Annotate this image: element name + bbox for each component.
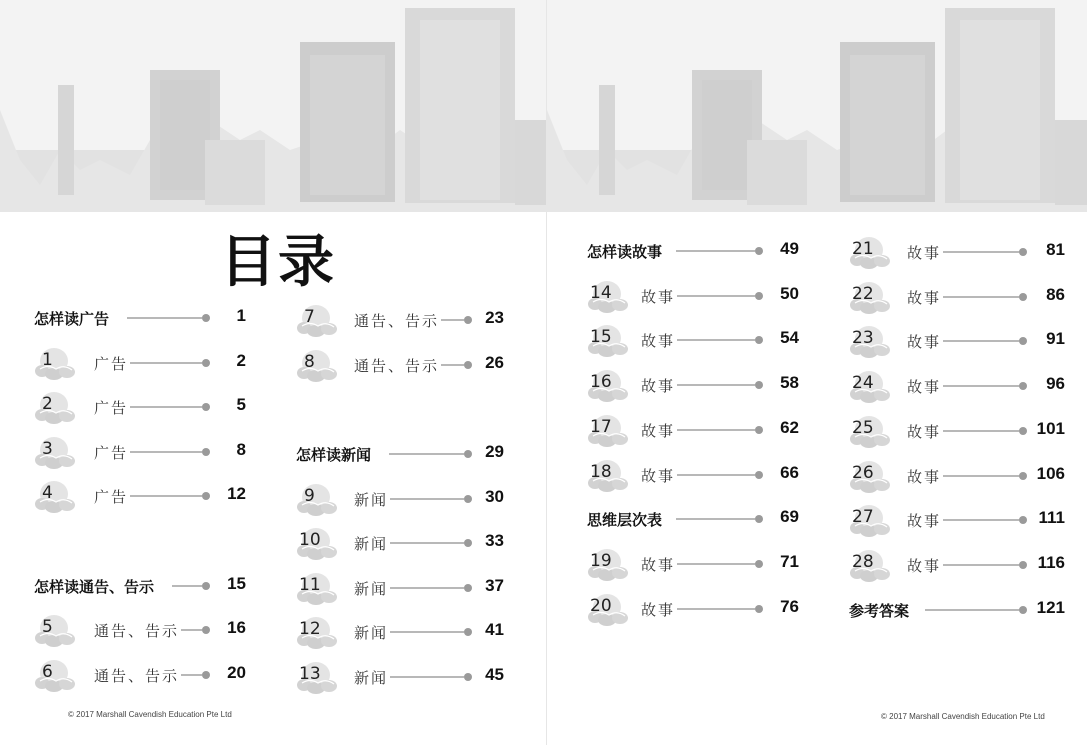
leader-line bbox=[181, 674, 202, 676]
entry-number: 17 bbox=[590, 416, 612, 437]
toc-entry bbox=[587, 548, 799, 578]
toc-entry bbox=[849, 370, 1065, 400]
section-heading-text: 思维层次表 bbox=[587, 511, 663, 530]
entry-number: 18 bbox=[590, 461, 612, 482]
page-number: 58 bbox=[780, 373, 799, 393]
page-number: 91 bbox=[1046, 329, 1065, 349]
leader-line bbox=[181, 629, 202, 631]
leader-line bbox=[390, 631, 464, 633]
page-number: 15 bbox=[227, 573, 246, 593]
skyline-illustration bbox=[0, 0, 546, 212]
entry-label: 广告 bbox=[94, 443, 129, 462]
cloud-badge-icon bbox=[587, 324, 629, 356]
page-number: 2 bbox=[236, 350, 246, 370]
leader-line bbox=[390, 542, 464, 544]
leader-line bbox=[677, 608, 755, 610]
toc-entry bbox=[587, 414, 799, 444]
leader-line bbox=[130, 495, 202, 497]
cloud-badge-icon bbox=[34, 391, 76, 423]
cloud-badge-icon bbox=[587, 414, 629, 446]
entry-number: 20 bbox=[590, 595, 612, 616]
leader-line bbox=[943, 564, 1019, 566]
leader-line bbox=[677, 474, 755, 476]
city-skyline-banner bbox=[547, 0, 1087, 212]
cloud-badge-icon bbox=[34, 614, 76, 646]
page-number: 50 bbox=[780, 283, 799, 303]
toc-section-heading bbox=[587, 503, 799, 533]
leader-line bbox=[677, 295, 755, 297]
cloud-badge-icon bbox=[849, 504, 891, 536]
page-number: 33 bbox=[485, 531, 504, 550]
toc-entry bbox=[849, 415, 1065, 445]
entry-label: 新闻 bbox=[354, 579, 389, 598]
leader-line bbox=[390, 587, 464, 589]
page-number: 69 bbox=[780, 507, 799, 527]
page-number: 41 bbox=[485, 620, 504, 639]
copyright-footer: © 2017 Marshall Cavendish Education Pte Ltd bbox=[68, 710, 232, 719]
leader-line bbox=[676, 518, 755, 520]
toc-entry bbox=[296, 616, 504, 646]
entry-label: 通告、告示 bbox=[94, 666, 180, 685]
entry-label: 新闻 bbox=[354, 668, 389, 687]
leader-line bbox=[943, 475, 1019, 477]
entry-number: 6 bbox=[42, 661, 53, 682]
page-number: 16 bbox=[227, 618, 246, 637]
entry-number: 7 bbox=[304, 307, 315, 327]
entry-number: 11 bbox=[299, 574, 321, 595]
entry-number: 19 bbox=[590, 550, 612, 571]
leader-line bbox=[677, 429, 755, 431]
entry-number: 10 bbox=[299, 530, 321, 550]
leader-line bbox=[130, 406, 202, 408]
entry-label: 故事 bbox=[907, 467, 942, 486]
toc-entry bbox=[849, 460, 1065, 490]
entry-number: 8 bbox=[304, 351, 315, 372]
leader-line bbox=[390, 498, 464, 500]
toc-entry bbox=[296, 483, 504, 513]
leader-line bbox=[676, 250, 755, 252]
leader-line bbox=[441, 319, 464, 321]
entry-label: 新闻 bbox=[354, 535, 389, 553]
toc-entry bbox=[34, 659, 246, 689]
page-number: 30 bbox=[485, 486, 504, 506]
page-number: 62 bbox=[780, 417, 799, 437]
leader-line bbox=[130, 362, 202, 364]
cloud-badge-icon bbox=[34, 436, 76, 468]
entry-label: 新闻 bbox=[354, 624, 389, 642]
entry-label: 故事 bbox=[907, 333, 942, 352]
entry-label: 故事 bbox=[641, 555, 676, 574]
page-number: 81 bbox=[1046, 240, 1065, 259]
toc-section-heading bbox=[34, 302, 246, 332]
leader-line bbox=[130, 451, 202, 453]
cloud-badge-icon bbox=[849, 370, 891, 402]
leader-line bbox=[943, 251, 1019, 253]
entry-number: 13 bbox=[299, 663, 321, 684]
entry-label: 故事 bbox=[907, 378, 942, 397]
cloud-badge-icon bbox=[587, 593, 629, 625]
page-number: 8 bbox=[236, 439, 246, 459]
leader-line bbox=[390, 676, 464, 678]
page-number: 101 bbox=[1036, 418, 1065, 438]
entry-number: 23 bbox=[852, 328, 874, 349]
entry-label: 通告、告示 bbox=[94, 622, 180, 640]
toc-section-heading bbox=[587, 235, 799, 265]
entry-number: 14 bbox=[590, 282, 612, 303]
entry-label: 故事 bbox=[907, 556, 942, 575]
cloud-badge-icon bbox=[296, 483, 338, 515]
skyline-illustration bbox=[547, 0, 1087, 212]
cloud-badge-icon bbox=[849, 460, 891, 492]
entry-number: 24 bbox=[852, 373, 874, 394]
right-page bbox=[547, 0, 1087, 745]
cloud-badge-icon bbox=[34, 347, 76, 379]
page-number: 49 bbox=[780, 239, 799, 258]
cloud-badge-icon bbox=[587, 548, 629, 580]
leader-line bbox=[677, 384, 755, 386]
entry-number: 12 bbox=[299, 619, 321, 639]
page-number: 121 bbox=[1036, 597, 1065, 617]
entry-number: 9 bbox=[304, 485, 315, 506]
entry-number: 25 bbox=[852, 417, 874, 438]
section-heading-text: 怎样读广告 bbox=[34, 310, 110, 328]
leader-line bbox=[172, 585, 202, 587]
page-number: 37 bbox=[485, 575, 504, 595]
entry-number: 21 bbox=[852, 239, 874, 259]
toc-section-heading bbox=[34, 570, 246, 600]
toc-entry bbox=[296, 572, 504, 602]
toc-entry bbox=[34, 391, 246, 421]
page-number: 71 bbox=[780, 551, 799, 571]
toc-entry bbox=[587, 324, 799, 354]
entry-label: 故事 bbox=[641, 466, 676, 485]
entry-number: 22 bbox=[852, 283, 874, 304]
cloud-badge-icon bbox=[849, 549, 891, 581]
page-number: 54 bbox=[780, 328, 799, 348]
page-number: 45 bbox=[485, 664, 504, 684]
entry-number: 15 bbox=[590, 327, 612, 348]
toc-entry bbox=[849, 504, 1065, 534]
cloud-badge-icon bbox=[587, 369, 629, 401]
leader-line bbox=[677, 339, 755, 341]
entry-label: 广告 bbox=[94, 488, 129, 506]
cloud-badge-icon bbox=[296, 616, 338, 648]
cloud-badge-icon bbox=[34, 480, 76, 512]
toc-entry bbox=[587, 369, 799, 399]
toc-entry bbox=[34, 480, 246, 510]
page-number: 20 bbox=[227, 662, 246, 682]
entry-label: 故事 bbox=[641, 377, 676, 396]
page-number: 86 bbox=[1046, 284, 1065, 304]
toc-entry bbox=[849, 236, 1065, 266]
section-heading-text: 怎样读通告、告示 bbox=[34, 577, 155, 596]
entry-label: 广告 bbox=[94, 354, 129, 373]
leader-line bbox=[943, 340, 1019, 342]
leader-line bbox=[441, 364, 464, 366]
page-number: 76 bbox=[780, 596, 799, 616]
cloud-badge-icon bbox=[296, 349, 338, 381]
entry-label: 故事 bbox=[907, 244, 942, 262]
page-number: 66 bbox=[780, 462, 799, 482]
entry-number: 27 bbox=[852, 507, 874, 528]
page-number: 106 bbox=[1036, 463, 1065, 483]
leader-line bbox=[127, 317, 202, 319]
toc-entry bbox=[296, 349, 504, 379]
cloud-badge-icon bbox=[587, 459, 629, 491]
toc-section-heading bbox=[849, 594, 1065, 624]
toc-entry bbox=[587, 459, 799, 489]
toc-entry bbox=[34, 436, 246, 466]
cloud-badge-icon bbox=[849, 415, 891, 447]
entry-number: 16 bbox=[590, 372, 612, 393]
entry-number: 4 bbox=[42, 483, 53, 503]
entry-label: 故事 bbox=[907, 288, 942, 307]
entry-label: 故事 bbox=[907, 422, 942, 441]
cloud-badge-icon bbox=[296, 527, 338, 559]
page-number: 29 bbox=[485, 442, 504, 461]
entry-label: 广告 bbox=[94, 399, 129, 417]
leader-line bbox=[925, 609, 1019, 611]
entry-label: 故事 bbox=[641, 287, 676, 306]
leader-line bbox=[943, 296, 1019, 298]
city-skyline-banner bbox=[0, 0, 546, 212]
cloud-badge-icon bbox=[849, 325, 891, 357]
toc-entry bbox=[296, 527, 504, 557]
page-number: 23 bbox=[485, 308, 504, 327]
entry-label: 故事 bbox=[641, 332, 676, 351]
section-heading-text: 怎样读故事 bbox=[587, 243, 663, 261]
toc-entry bbox=[34, 614, 246, 644]
leader-line bbox=[677, 563, 755, 565]
cloud-badge-icon bbox=[296, 304, 338, 336]
entry-label: 故事 bbox=[641, 421, 676, 440]
entry-label: 新闻 bbox=[354, 490, 389, 509]
toc-section-heading bbox=[296, 438, 504, 468]
toc-entry bbox=[849, 325, 1065, 355]
section-heading-text: 参考答案 bbox=[849, 601, 910, 620]
cloud-badge-icon bbox=[296, 572, 338, 604]
leader-line bbox=[943, 385, 1019, 387]
leader-line bbox=[943, 519, 1019, 521]
copyright-footer: © 2017 Marshall Cavendish Education Pte Ltd bbox=[881, 712, 1045, 721]
page-number: 96 bbox=[1046, 374, 1065, 394]
entry-label: 通告、告示 bbox=[354, 312, 440, 330]
toc-entry bbox=[34, 347, 246, 377]
cloud-badge-icon bbox=[849, 236, 891, 268]
entry-number: 1 bbox=[42, 349, 53, 370]
entry-number: 26 bbox=[852, 462, 874, 483]
page-number: 1 bbox=[236, 306, 246, 325]
page-number: 5 bbox=[236, 395, 246, 414]
entry-number: 28 bbox=[852, 551, 874, 572]
entry-number: 3 bbox=[42, 438, 53, 459]
section-heading-text: 怎样读新闻 bbox=[296, 446, 372, 464]
cloud-badge-icon bbox=[849, 281, 891, 313]
leader-line bbox=[389, 453, 464, 455]
cloud-badge-icon bbox=[34, 659, 76, 691]
page-number: 12 bbox=[227, 484, 246, 503]
toc-entry bbox=[587, 280, 799, 310]
entry-label: 通告、告示 bbox=[354, 356, 440, 375]
toc-entry bbox=[849, 281, 1065, 311]
leader-line bbox=[943, 430, 1019, 432]
page-number: 26 bbox=[485, 352, 504, 372]
page-number: 116 bbox=[1037, 552, 1065, 572]
toc-entry bbox=[849, 549, 1065, 579]
entry-label: 故事 bbox=[641, 600, 676, 619]
page-number: 111 bbox=[1038, 508, 1065, 528]
entry-number: 2 bbox=[42, 394, 53, 414]
toc-entry bbox=[296, 661, 504, 691]
cloud-badge-icon bbox=[587, 280, 629, 312]
toc-entry bbox=[296, 304, 504, 334]
toc-title: 目录 bbox=[220, 229, 336, 295]
cloud-badge-icon bbox=[296, 661, 338, 693]
toc-entry bbox=[587, 593, 799, 623]
entry-number: 5 bbox=[42, 617, 53, 637]
entry-label: 故事 bbox=[907, 512, 942, 531]
